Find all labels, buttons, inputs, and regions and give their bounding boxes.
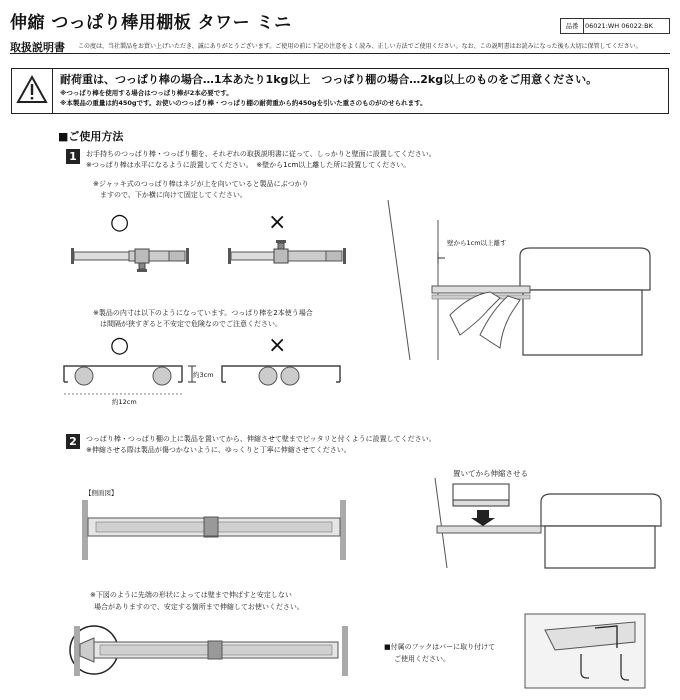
step-1-line-2: ※つっぱり棒は水平になるように設置してください。 ※壁から1cm以上離した所に設置してください。	[86, 161, 411, 169]
jack-note-1: ※ジャッキ式のつっぱり棒はネジが上を向いていると製品にぶつかり	[93, 180, 309, 188]
wall-distance-label: 壁から1cm以上離す	[447, 239, 507, 247]
warning-note-1: ※つっぱり棒を使用する場合はつっぱり棒が2本必要です。	[60, 89, 233, 97]
ok-mark-2: ○	[110, 333, 130, 358]
shape-note-2: 場合がありますので、安定する箇所まで伸縮してお使いください。	[94, 603, 304, 611]
step-1-line-1: お手持ちのつっぱり棒・つっぱり棚を、それぞれの取扱説明書に従って、しっかりと壁面に設置してください。	[86, 150, 436, 158]
place-then-extend-label: 置いてから伸縮させる	[453, 469, 528, 478]
warning-main-text: 耐荷重は、つっぱり棒の場合…1本あたり1kg以上 つっぱり棚の場合…2kg以上のものをご用意ください。	[60, 73, 598, 86]
inner-note-1: ※製品の内寸は以下のようになっています。つっぱり棒を2本使う場合	[93, 309, 313, 317]
step-2-line-2: ※伸縮させる際は製品が傷つかないように、ゆっくりと丁寧に伸縮させてください。	[86, 446, 351, 454]
product-code-value: 06021:WH 06022:BK	[585, 22, 653, 30]
wall-install-illustration	[380, 200, 670, 360]
shelf-cross-section-ng	[220, 360, 350, 410]
step-1-number: 1	[66, 149, 80, 164]
hook-illustration	[525, 614, 645, 694]
hook-note-1: ■付属のフックはバーに取り付けて	[384, 643, 496, 651]
side-view-label: 【側面図】	[85, 489, 118, 497]
shape-note-1: ※下図のように先端の形状によっては壁まで伸ばすと安定しない	[90, 591, 292, 599]
product-code-box	[560, 18, 670, 34]
rod-end-detail-illustration	[64, 622, 354, 682]
jack-note-2: ますので、下か横に向けて固定してください。	[100, 191, 247, 199]
ok-mark: ○	[110, 210, 130, 235]
manual-label: 取扱説明書	[10, 41, 65, 54]
product-code-label: 品番	[561, 19, 584, 33]
inner-note-2: は間隔が狭すぎると不安定で危険なのでご注意ください。	[100, 320, 282, 328]
warning-note-2: ※本製品の重量は約450gです。お使いのつっぱり棒・つっぱり棚の耐荷重から約450gを引いた重さのものがのせられます。	[60, 99, 427, 107]
usage-heading: ■ご使用方法	[58, 130, 124, 143]
ng-mark-2: ×	[268, 333, 287, 358]
width-dimension: 約12cm	[112, 398, 137, 406]
page-title: 伸縮 つっぱり棒用棚板 タワー ミニ	[10, 13, 292, 33]
tension-rod-ok-illustration	[65, 240, 195, 280]
step-2-number: 2	[66, 434, 80, 449]
tension-rod-ng-illustration	[222, 240, 352, 280]
side-view-illustration	[68, 498, 358, 568]
step-2-line-1: つっぱり棒・つっぱり棚の上に製品を置いてから、伸縮させて壁までピッタリと付くように設置してください。	[86, 435, 436, 443]
hook-note-2: ご使用ください。	[394, 655, 450, 663]
header-divider	[10, 53, 670, 54]
place-shelf-illustration	[425, 478, 665, 568]
ng-mark: ×	[268, 210, 287, 235]
warning-separator	[52, 69, 53, 113]
intro-text: この度は、当社製品をお買い上げいただき、誠にありがとうございます。ご使用の前に下記の注意をよく読み、正しい方法でご使用ください。なお、この説明書はお読みになった後も大切に保管してください。	[78, 43, 642, 50]
warning-triangle-icon	[14, 72, 50, 108]
height-dimension: 約3cm	[193, 371, 214, 379]
